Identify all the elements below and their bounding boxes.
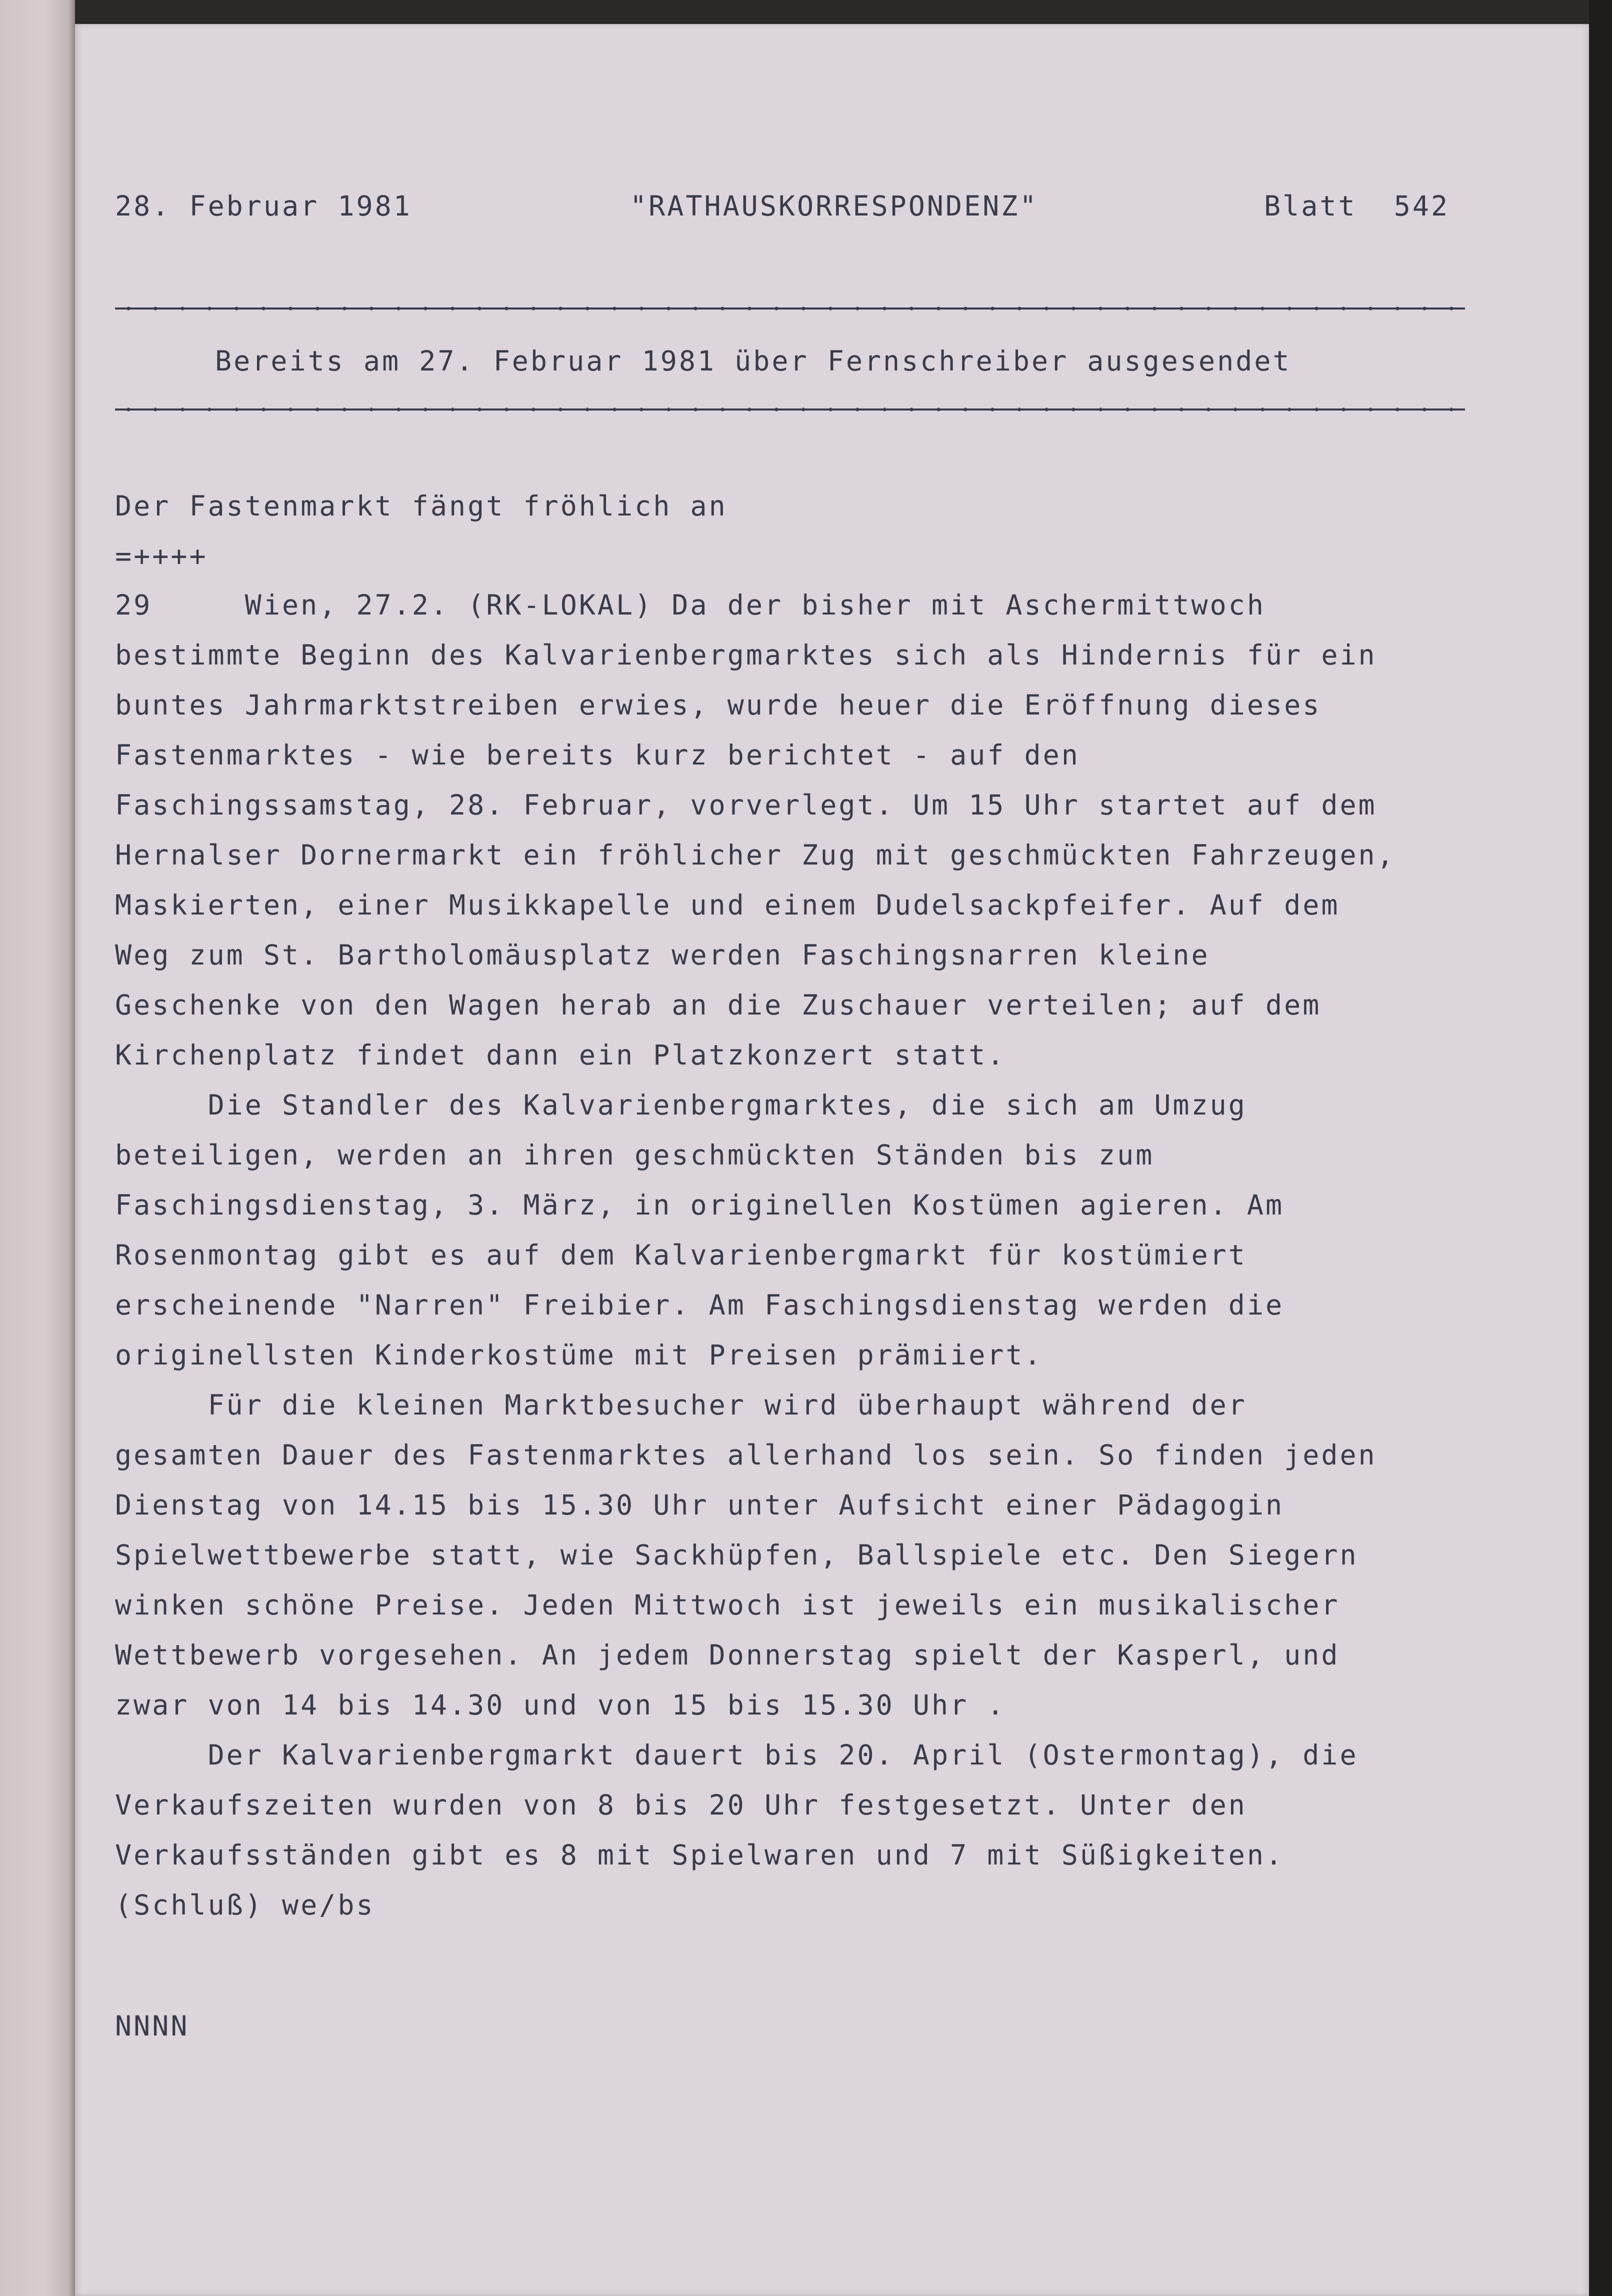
- previous-page-edge: [0, 0, 75, 2296]
- article-line: Faschingsdienstag, 3. März, in originellen Kostümen agieren. Am: [115, 1189, 1284, 1221]
- article-line: 29 Wien, 27.2. (RK-LOKAL) Da der bisher mit Aschermittwoch: [115, 589, 1266, 621]
- binding-edge: [1589, 0, 1612, 2296]
- article-line: Dienstag von 14.15 bis 15.30 Uhr unter Aufsicht einer Pädagogin: [115, 1489, 1284, 1521]
- article-line: Spielwettbewerbe statt, wie Sackhüpfen, Ballspiele etc. Den Siegern: [115, 1539, 1358, 1571]
- article-line: Verkaufszeiten wurden von 8 bis 20 Uhr festgesetzt. Unter den: [115, 1789, 1247, 1821]
- article-line: Maskierten, einer Musikkapelle und einem Dudelsackpfeifer. Auf dem: [115, 889, 1340, 921]
- dash-dot-separator-top: [115, 305, 1465, 312]
- article-line: Für die kleinen Marktbesucher wird überhaupt während der: [115, 1389, 1247, 1421]
- article-line: bestimmte Beginn des Kalvarienbergmarktes sich als Hindernis für ein: [115, 639, 1377, 671]
- header-sheet-number: Blatt 542: [1264, 190, 1450, 222]
- article-line: buntes Jahrmarktstreiben erwies, wurde heuer die Eröffnung dieses: [115, 689, 1322, 721]
- article-line: Weg zum St. Bartholomäusplatz werden Faschingsnarren kleine: [115, 939, 1210, 971]
- article-line: zwar von 14 bis 14.30 und von 15 bis 15.30 Uhr .: [115, 1689, 1006, 1721]
- article-line: Die Standler des Kalvarienbergmarktes, die sich am Umzug: [115, 1089, 1247, 1121]
- page-header: [115, 190, 1465, 230]
- article-line: Der Kalvarienbergmarkt dauert bis 20. April (Ostermontag), die: [115, 1739, 1358, 1771]
- header-date: 28. Februar 1981: [115, 190, 412, 222]
- end-of-message-signoff: NNNN: [115, 2010, 190, 2042]
- article-line: originellsten Kinderkostüme mit Preisen prämiiert.: [115, 1339, 1043, 1371]
- article-line: Hernalser Dornermarkt ein fröhlicher Zug mit geschmückten Fahrzeugen,: [115, 839, 1396, 871]
- article-line: Kirchenplatz findet dann ein Platzkonzert statt.: [115, 1039, 1006, 1071]
- article-line: beteiligen, werden an ihren geschmückten Ständen bis zum: [115, 1139, 1154, 1171]
- header-publication: "RATHAUSKORRESPONDENZ": [630, 190, 1038, 222]
- telex-notice: Bereits am 27. Februar 1981 über Fernschreiber ausgesendet: [215, 345, 1292, 377]
- article-headline: Der Fastenmarkt fängt fröhlich an: [115, 490, 728, 522]
- article-line: winken schöne Preise. Jeden Mittwoch ist jeweils ein musikalischer: [115, 1589, 1340, 1621]
- article-line: erscheinende "Narren" Freibier. Am Faschingsdienstag werden die: [115, 1289, 1284, 1321]
- dash-dot-separator-bottom: [115, 406, 1465, 413]
- article-line: Rosenmontag gibt es auf dem Kalvarienbergmarkt für kostümiert: [115, 1239, 1247, 1271]
- article-line: (Schluß) we/bs: [115, 1889, 375, 1921]
- article-line: Wettbewerb vorgesehen. An jedem Donnerstag spielt der Kasperl, und: [115, 1639, 1340, 1671]
- article-line: Fastenmarktes - wie bereits kurz berichtet - auf den: [115, 739, 1080, 771]
- article-line: Verkaufsständen gibt es 8 mit Spielwaren und 7 mit Süßigkeiten.: [115, 1839, 1284, 1871]
- article-line: Geschenke von den Wagen herab an die Zuschauer verteilen; auf dem: [115, 989, 1322, 1021]
- article-marker: =++++: [115, 540, 208, 572]
- article-line: gesamten Dauer des Fastenmarktes allerhand los sein. So finden jeden: [115, 1439, 1377, 1471]
- article-line: Faschingssamstag, 28. Februar, vorverlegt. Um 15 Uhr startet auf dem: [115, 789, 1377, 821]
